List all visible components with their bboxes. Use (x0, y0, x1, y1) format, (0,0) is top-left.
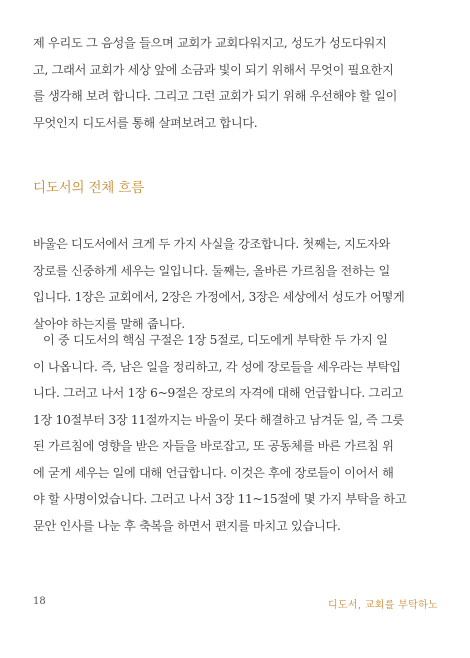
body-line: 문안 인사를 나눈 후 축복을 하면서 편지를 마치고 있습니다. (33, 518, 341, 533)
body-line: 살아야 하는지를 말해 줍니다. (33, 316, 185, 331)
body-line: 입니다. 1장은 교회에서, 2장은 가정에서, 3장은 세상에서 성도가 어떻게 (33, 290, 405, 304)
body-line: 바울은 디도서에서 크게 두 가지 사실을 강조합니다. 첫째는, 지도자와 (33, 237, 390, 251)
intro-line: 제 우리도 그 음성을 들으며 교회가 교회다워지고, 성도가 성도다워지 (33, 36, 387, 50)
section-heading: 디도서의 전체 흐름 (33, 180, 144, 196)
body-line: 1장 10절부터 3장 11절까지는 바울이 못다 해결하고 남겨둔 일, 즉 그릇 (33, 412, 404, 427)
body-line: 야 할 사명이었습니다. 그러고 나서 3장 11~15절에 몇 가지 부탁을 하고 (33, 492, 407, 506)
body-paragraph-2 (33, 327, 438, 539)
intro-paragraph (33, 30, 438, 136)
body-line: 이 나옵니다. 즉, 남은 일을 정리하고, 각 성에 장로들을 세우라는 부탁입 (33, 359, 401, 374)
body-line: 에 굳게 세우는 일에 대해 언급합니다. 이것은 후에 장로들이 이어서 해 (33, 465, 394, 480)
page-number: 18 (33, 596, 46, 607)
page-footer (33, 596, 438, 616)
running-title: 디도서, 교회를 부탁하노 (327, 600, 438, 611)
body-line: 된 가르침에 영향을 받은 자들을 바로잡고, 또 공동체를 바른 가르침 위 (33, 439, 394, 453)
body-paragraph-1 (33, 231, 438, 337)
intro-line: 를 생각해 보려 합니다. 그리고 그런 교회가 되기 위해 우선해야 할 일이 (33, 89, 398, 103)
body-line: 이 중 디도서의 핵심 구절은 1장 5절로, 디도에게 부탁한 두 가지 일 (43, 333, 388, 347)
body-line: 장로를 신중하게 세우는 일입니다. 둘째는, 올바른 가르침을 전하는 일 (33, 263, 390, 278)
intro-line: 고, 그래서 교회가 세상 앞에 소금과 빛이 되기 위해서 무엇이 필요한지 (33, 62, 394, 77)
intro-line: 무엇인지 디도서를 통해 살펴보려고 합니다. (33, 115, 258, 130)
body-line: 니다. 그러고 나서 1장 6~9절은 장로의 자격에 대해 언급합니다. 그리고 (33, 386, 403, 400)
